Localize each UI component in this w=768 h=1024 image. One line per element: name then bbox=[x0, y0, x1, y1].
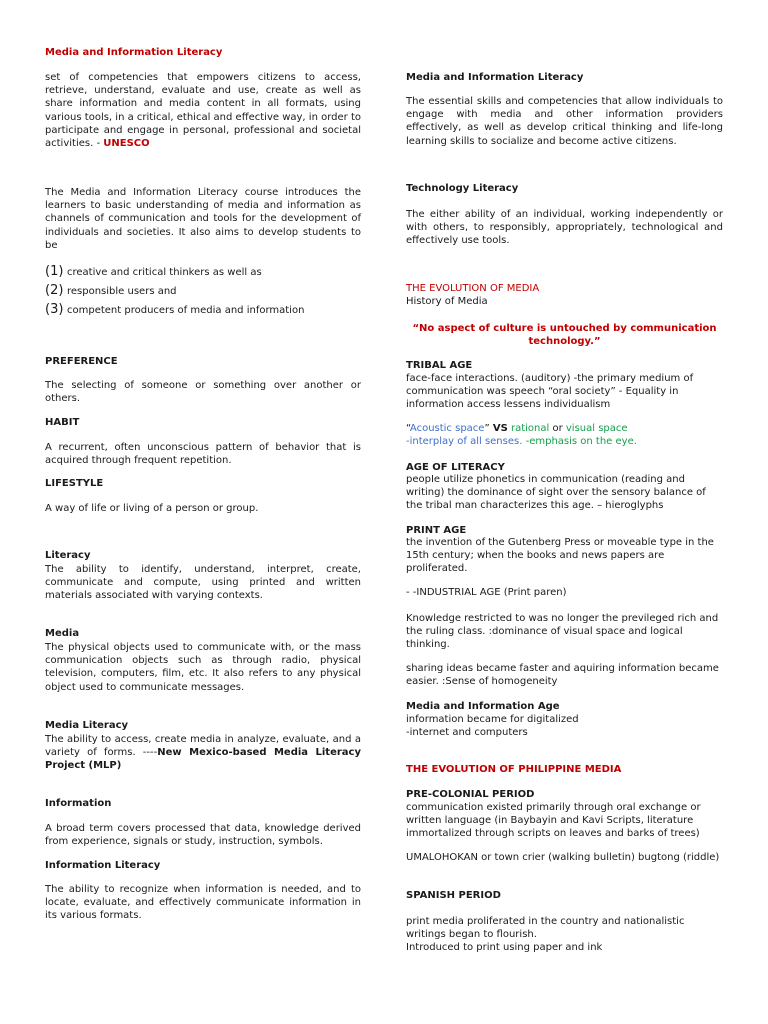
goals-list bbox=[45, 265, 361, 322]
knowledge-text: Knowledge restricted to was no longer the previleged rich and the ruling class. :dominance of visual space and logical thinking. bbox=[406, 613, 719, 651]
preference-definition: The selecting of someone or something over another or others. bbox=[45, 380, 361, 405]
evolution-media-heading: THE EVOLUTION OF MEDIA bbox=[406, 283, 540, 294]
media-information-age-line2: -internet and computers bbox=[406, 727, 528, 738]
media-literacy-definition: The ability to access, create media in analyze, evaluate, and a variety of forms. ----New Mexico-based Media Literacy Project (MLP) bbox=[45, 734, 361, 772]
media-information-age-heading: Media and Information Age bbox=[406, 701, 560, 712]
technology-literacy-definition: The either ability of an individual, working independently or with others, to responsibly, appropriately, technological and effectively use tools. bbox=[406, 209, 723, 247]
acoustic-space: Acoustic space bbox=[409, 423, 485, 434]
tribal-age-heading: TRIBAL AGE bbox=[406, 360, 473, 371]
tribal-age-text: face-face interactions. (auditory) -the primary medium of communication was speech “oral society” - Equality in information access lessens individualism bbox=[406, 373, 694, 411]
mil-heading-right: Media and Information Literacy bbox=[406, 72, 584, 83]
media-heading: Media bbox=[45, 628, 80, 639]
age-of-literacy-heading: AGE OF LITERACY bbox=[406, 462, 505, 473]
media-information-age-line1: information became for digitalized bbox=[406, 714, 579, 725]
visual-space: visual space bbox=[565, 423, 628, 434]
emphasis-eye: -emphasis on the eye. bbox=[525, 436, 637, 447]
course-intro: The Media and Information Literacy course introduces the learners to basic understanding of media and information as channels of communication and tools for the development of individuals and societies. It also aims to develop students to be bbox=[45, 187, 361, 251]
media-literacy-heading: Media Literacy bbox=[45, 720, 129, 731]
interplay-senses: -interplay of all senses. bbox=[406, 436, 523, 447]
rational: rational bbox=[510, 423, 550, 434]
sharing-text: sharing ideas became faster and aquiring information became easier. :Sense of homogeneity bbox=[406, 663, 719, 688]
mlp-source: New Mexico-based Media Literacy Project (MLP) bbox=[45, 747, 361, 772]
age-of-literacy-text: peopIe utilize phonetics in communication (reading and writing) the dominance of sight over the sensory balance of the tribal man characterizes this age. – hieroglyphs bbox=[406, 474, 706, 512]
pre-colonial-text: communication existed primarily through oral exchange or written language (in Baybayin and Kavi Scripts, literature immortalized through scripts on leaves and barks of trees) bbox=[406, 802, 701, 840]
umalohokan-text: UMALOHOKAN or town crier (walking bulletin) bugtong (riddle) bbox=[406, 852, 720, 863]
quote: “No aspect of culture is untouched by communication technology.” bbox=[412, 323, 717, 348]
pre-colonial-heading: PRE-COLONIAL PERIOD bbox=[406, 789, 535, 800]
habit-heading: HABIT bbox=[45, 417, 80, 428]
literacy-definition: The ability to identify, understand, interpret, create, communicate and compute, using printed and written materials associated with varying contexts. bbox=[45, 564, 361, 602]
mil-definition: set of competencies that empowers citizens to access, retrieve, understand, evaluate and use, create as well as share information and media content in all formats, using various tools, in a critical, ethical and effective way, in order to participate and engage in personal, professional and societal activities. - UNESCO bbox=[45, 72, 361, 150]
lifestyle-definition: A way of life or living of a person or group. bbox=[45, 503, 259, 514]
print-age-text: the invention of the Gutenberg Press or moveable type in the 15th century; when the books and news papers are proliferated. bbox=[406, 537, 714, 575]
list-item: (3) competent producers of media and information bbox=[45, 302, 305, 317]
senses-line bbox=[406, 435, 723, 448]
spanish-period-line2: Introduced to print using paper and ink bbox=[406, 942, 603, 953]
print-age-heading: PRINT AGE bbox=[406, 525, 467, 536]
habit-definition: A recurrent, often unconscious pattern of behavior that is acquired through frequent repetition. bbox=[45, 442, 361, 467]
industrial-age: - -INDUSTRIAL AGE (Print paren) bbox=[406, 587, 567, 598]
media-definition: The physical objects used to communicate with, or the mass communication objects such as through radio, physical television, computers, film, etc. It also refers to any physical object used to communicate messages. bbox=[45, 642, 361, 693]
unesco-source: UNESCO bbox=[103, 138, 150, 150]
mil-definition-right: The essential skills and competencies that allow individuals to engage with media and other information providers effectively, as well as develop critical thinking and life-long learning skills to socialize and become active citizens. bbox=[406, 96, 723, 147]
philippine-media-heading: THE EVOLUTION OF PHILIPPINE MEDIA bbox=[406, 764, 622, 775]
lifestyle-heading: LIFESTYLE bbox=[45, 478, 104, 489]
information-literacy-heading: Information Literacy bbox=[45, 860, 161, 871]
mil-heading: Media and Information Literacy bbox=[45, 47, 223, 58]
spanish-period-heading: SPANISH PERIOD bbox=[406, 890, 501, 901]
acoustic-vs-visual: “Acoustic space” VS rational or visual space bbox=[406, 423, 628, 434]
information-heading: Information bbox=[45, 798, 112, 809]
list-item: (1) creative and critical thinkers as well as bbox=[45, 264, 262, 279]
technology-literacy-heading: Technology Literacy bbox=[406, 183, 519, 194]
spanish-period-line1: print media proliferated in the country and nationalistic writings began to flourish. bbox=[406, 916, 685, 941]
list-item: (2) responsible users and bbox=[45, 283, 177, 298]
information-literacy-definition: The ability to recognize when information is needed, and to locate, evaluate, and effectively communicate information in its various formats. bbox=[45, 884, 361, 922]
history-of-media: History of Media bbox=[406, 296, 488, 307]
preference-heading: PREFERENCE bbox=[45, 356, 118, 367]
literacy-heading: Literacy bbox=[45, 550, 91, 561]
information-definition: A broad term covers processed that data, knowledge derived from experience, signals or study, instruction, symbols. bbox=[45, 823, 361, 848]
